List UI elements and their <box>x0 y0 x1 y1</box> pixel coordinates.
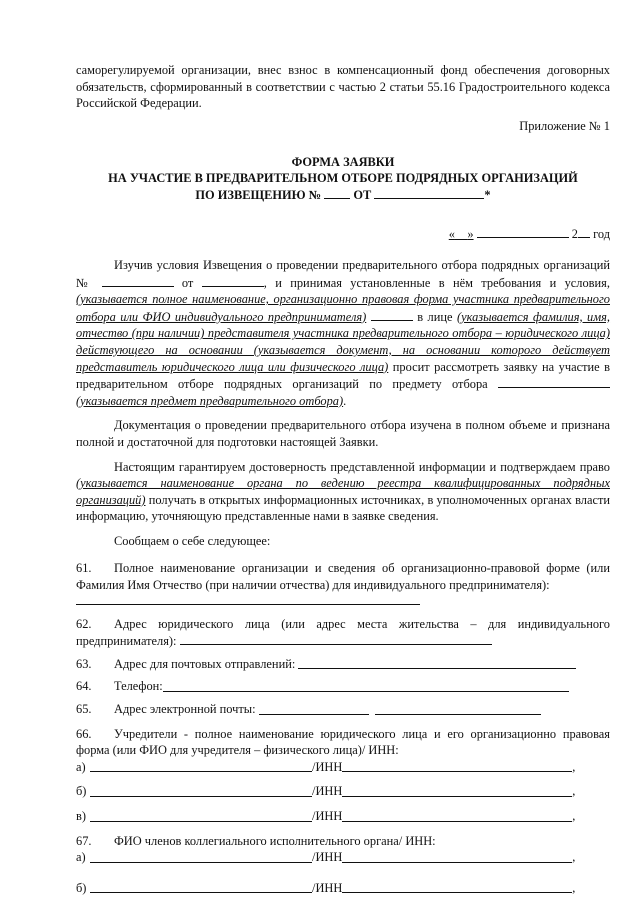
founder-b-inn-field[interactable] <box>342 784 572 797</box>
founder-row-b: б) /ИНН , <box>76 784 576 799</box>
notice-date-field[interactable] <box>374 186 484 199</box>
title-line-1: ФОРМА ЗАЯВКИ <box>291 155 395 170</box>
notice-no-field[interactable] <box>102 274 174 287</box>
application-paragraph: Изучив условия Извещения о проведении предварительного отбора подрядных организаций № от , и принимая установленные в нём требования и условия, (указывается полное наименование, организационно правовая форма участника предварительного отбора или ФИО индивидуального предпринимателя) в лице (указывается фамилия, имя, отчество (при наличии) представителя участника предварительного отбора – юридического лица) действующего на основании (указывается документ, на основании которого действует представитель юридического лица или физического лица) просит рассмотреть заявку на участие в предварительном отборе подрядных организаций по предмету отбора (указывается предмет предварительного отбора). <box>76 257 611 408</box>
founder-v-inn-field[interactable] <box>342 809 572 822</box>
intro-paragraph: саморегулируемой организации, внес взнос в компенсационный фонд обеспечения договорных обязательств, сформированный в соответствии с частью 2 статьи 55.16 Градостроительного кодекса Российской Федерации. <box>76 63 610 111</box>
title-line-2: НА УЧАСТИЕ В ПРЕДВАРИТЕЛЬНОМ ОТБОРЕ ПОДРЯДНЫХ ОРГАНИЗАЦИЙ <box>108 171 578 186</box>
appendix-label: Приложение № 1 <box>519 118 610 133</box>
item-63: 63. Адрес для почтовых отправлений: <box>76 656 610 673</box>
item-66: 66. Учредители - полное наименование юридического лица и его организационно правовая форма (или ФИО для учредителя – физического лица)/ ИНН: а) /ИНН , б) /ИНН , в) /ИНН , <box>76 726 610 823</box>
board-row-a: а) /ИНН , <box>76 850 576 865</box>
founder-b-name-field[interactable] <box>90 784 312 797</box>
founder-v-name-field[interactable] <box>90 809 312 822</box>
email-field[interactable] <box>375 702 541 715</box>
postal-address-field[interactable] <box>298 656 576 669</box>
founder-a-inn-field[interactable] <box>342 759 572 772</box>
hint-participant-name: (указывается полное наименование, организационно правовая форма участника предварительного отбора или ФИО индивидуального предпринимателя) <box>76 292 610 324</box>
item-62: 62. Адрес юридического лица (или адрес места жительства – для индивидуального предпринимателя): <box>76 616 610 649</box>
board-a-inn-field[interactable] <box>342 850 572 863</box>
item-61: 61. Полное наименование организации и сведения об организационно-правовой форме (или Фамилия Имя Отчество (при наличии отчества) для индивидуального предпринимателя): <box>76 560 610 604</box>
subject-field[interactable] <box>498 375 610 388</box>
item-65: 65. Адрес электронной почты: <box>76 701 610 718</box>
item-64: 64. Телефон: <box>76 678 610 695</box>
board-a-name-field[interactable] <box>90 850 312 863</box>
board-row-b: б) /ИНН , <box>76 880 576 895</box>
founder-row-a: а) /ИНН , <box>76 759 576 774</box>
notice-number-field[interactable] <box>324 186 350 199</box>
hint-representative: (указывается фамилия, имя, отчество (при наличии) представителя участника предварительного отбора – юридического лица) <box>76 309 611 341</box>
form-title <box>76 154 610 203</box>
about-us-paragraph: Сообщаем о себе следующее: <box>114 533 271 548</box>
hint-registry-authority: (указывается наименование органа по ведению реестра квалифицированных подрядных организаций) <box>76 476 610 507</box>
item-67: 67. ФИО членов коллегиального исполнительного органа/ ИНН: а) /ИНН , б) /ИНН , <box>76 833 610 897</box>
year-field[interactable] <box>578 225 590 238</box>
documentation-paragraph: Документация о проведении предварительного отбора изучена в полном объеме и признана полной и достаточной для подготовки настоящей Заявки. <box>76 418 610 449</box>
date-line: « » 2 год <box>448 227 610 242</box>
hint-basis-document: действующего на основании (указывается документ, на основании которого действует представитель юридического лица или физического лица) <box>76 342 610 374</box>
founder-a-name-field[interactable] <box>90 759 312 772</box>
founder-row-v: в) /ИНН , <box>76 809 576 823</box>
board-b-inn-field[interactable] <box>342 880 572 893</box>
day-field[interactable]: « » <box>448 227 474 242</box>
hint-subject: (указывается предмет предварительного отбора) <box>76 393 344 408</box>
month-field[interactable] <box>477 225 569 238</box>
notice-date-field-2[interactable] <box>202 274 264 287</box>
board-b-name-field[interactable] <box>90 880 312 893</box>
title-line-3: ПО ИЗВЕЩЕНИЮ № ОТ * <box>195 188 491 203</box>
guarantee-paragraph: Настоящим гарантируем достоверность представленной информации и подтверждаем право (указывается наименование органа по ведению реестра квалифицированных подрядных организаций) получать в открытых информационных источниках, в уполномоченных органах власти информацию, уточняющую представленные нами в заявке сведения. <box>76 459 610 524</box>
legal-address-field[interactable] <box>180 632 492 645</box>
phone-field[interactable] <box>163 679 569 692</box>
organization-name-field[interactable] <box>76 594 420 605</box>
